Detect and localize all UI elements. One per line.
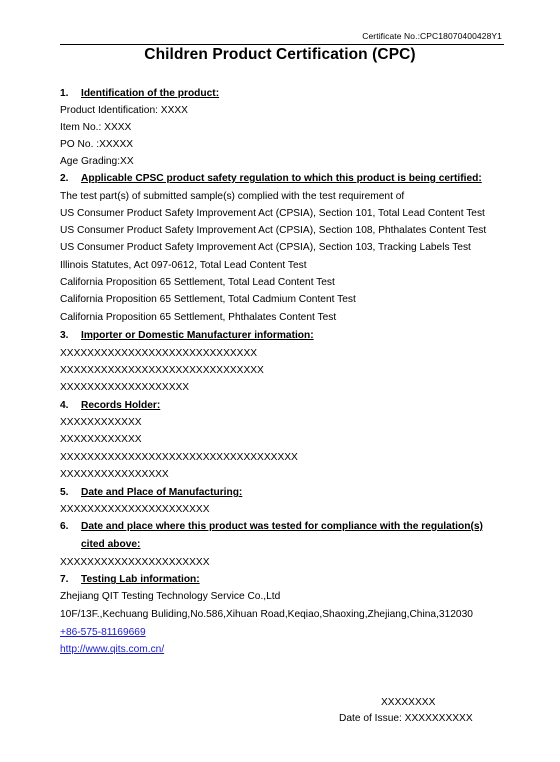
section-7-heading bbox=[60, 574, 200, 586]
section-title: Date and Place of Manufacturing: bbox=[81, 487, 243, 498]
section-6-heading-continued bbox=[81, 539, 140, 551]
section-number: 5. bbox=[60, 487, 69, 498]
regulation-line: California Proposition 65 Settlement, Total Lead Content Test bbox=[60, 277, 335, 288]
header-divider bbox=[60, 44, 504, 45]
regulation-line: US Consumer Product Safety Improvement Act (CPSIA), Section 103, Tracking Labels Test bbox=[60, 242, 471, 253]
date-of-issue: Date of Issue: XXXXXXXXXX bbox=[339, 713, 473, 724]
page-title: Children Product Certification (CPC) bbox=[144, 46, 416, 63]
section-4-heading bbox=[60, 400, 160, 412]
manufacturing-line: XXXXXXXXXXXXXXXXXXXXXX bbox=[60, 504, 210, 515]
section-number: 2. bbox=[60, 173, 69, 184]
records-holder-line: XXXXXXXXXXXX bbox=[60, 417, 142, 428]
age-grading: Age Grading:XX bbox=[60, 156, 134, 167]
section-title: Applicable CPSC product safety regulation to which this product is being certified: bbox=[81, 173, 482, 184]
section-5-heading bbox=[60, 487, 242, 499]
regulation-line: US Consumer Product Safety Improvement Act (CPSIA), Section 108, Phthalates Content Test bbox=[60, 225, 487, 236]
section-title: Identification of the product: bbox=[81, 88, 220, 99]
section-number: 3. bbox=[60, 330, 69, 341]
certificate-number: Certificate No.:CPC18070400428Y1 bbox=[362, 31, 502, 41]
section-title: Date and place where this product was tested for compliance with the regulation(s) bbox=[81, 521, 483, 532]
regulation-line: California Proposition 65 Settlement, Total Cadmium Content Test bbox=[60, 294, 356, 305]
section-number: 4. bbox=[60, 400, 69, 411]
regulation-line: The test part(s) of submitted sample(s) complied with the test requirement of bbox=[60, 191, 405, 202]
lab-phone-link[interactable]: +86-575-81169669 bbox=[60, 627, 146, 638]
lab-website-link[interactable]: http://www.qits.com.cn/ bbox=[60, 644, 165, 655]
section-title: Records Holder: bbox=[81, 400, 161, 411]
section-title: cited above: bbox=[81, 539, 141, 550]
importer-line: XXXXXXXXXXXXXXXXXXXXXXXXXXXXXX bbox=[60, 365, 264, 376]
section-number: 6. bbox=[60, 521, 69, 532]
section-title: Importer or Domestic Manufacturer information: bbox=[81, 330, 314, 341]
section-number: 1. bbox=[60, 88, 69, 99]
section-1-heading bbox=[60, 88, 219, 100]
regulation-line: US Consumer Product Safety Improvement Act (CPSIA), Section 101, Total Lead Content Test bbox=[60, 208, 485, 219]
testing-date-line: XXXXXXXXXXXXXXXXXXXXXX bbox=[60, 557, 210, 568]
records-holder-line: XXXXXXXXXXXX bbox=[60, 434, 142, 445]
importer-line: XXXXXXXXXXXXXXXXXXXXXXXXXXXXX bbox=[60, 348, 258, 359]
lab-address: 10F/13F.,Kechuang Buliding,No.586,Xihuan Road,Keqiao,Shaoxing,Zhejiang,China,312030 bbox=[60, 609, 473, 620]
section-3-heading bbox=[60, 330, 314, 342]
po-number: PO No. :XXXXX bbox=[60, 139, 134, 150]
section-number: 7. bbox=[60, 574, 69, 585]
section-title: Testing Lab information: bbox=[81, 574, 200, 585]
importer-line: XXXXXXXXXXXXXXXXXXX bbox=[60, 382, 190, 393]
signatory-name: XXXXXXXX bbox=[381, 697, 436, 708]
records-holder-line: XXXXXXXXXXXXXXXX bbox=[60, 469, 169, 480]
item-number: Item No.: XXXX bbox=[60, 122, 132, 133]
records-holder-line: XXXXXXXXXXXXXXXXXXXXXXXXXXXXXXXXXXX bbox=[60, 452, 298, 463]
regulation-line: California Proposition 65 Settlement, Phthalates Content Test bbox=[60, 312, 337, 323]
section-2-heading bbox=[60, 173, 482, 185]
product-identification: Product Identification: XXXX bbox=[60, 105, 188, 116]
lab-name: Zhejiang QIT Testing Technology Service Co.,Ltd bbox=[60, 591, 281, 602]
section-6-heading bbox=[60, 521, 483, 533]
regulation-line: Illinois Statutes, Act 097-0612, Total Lead Content Test bbox=[60, 260, 307, 271]
